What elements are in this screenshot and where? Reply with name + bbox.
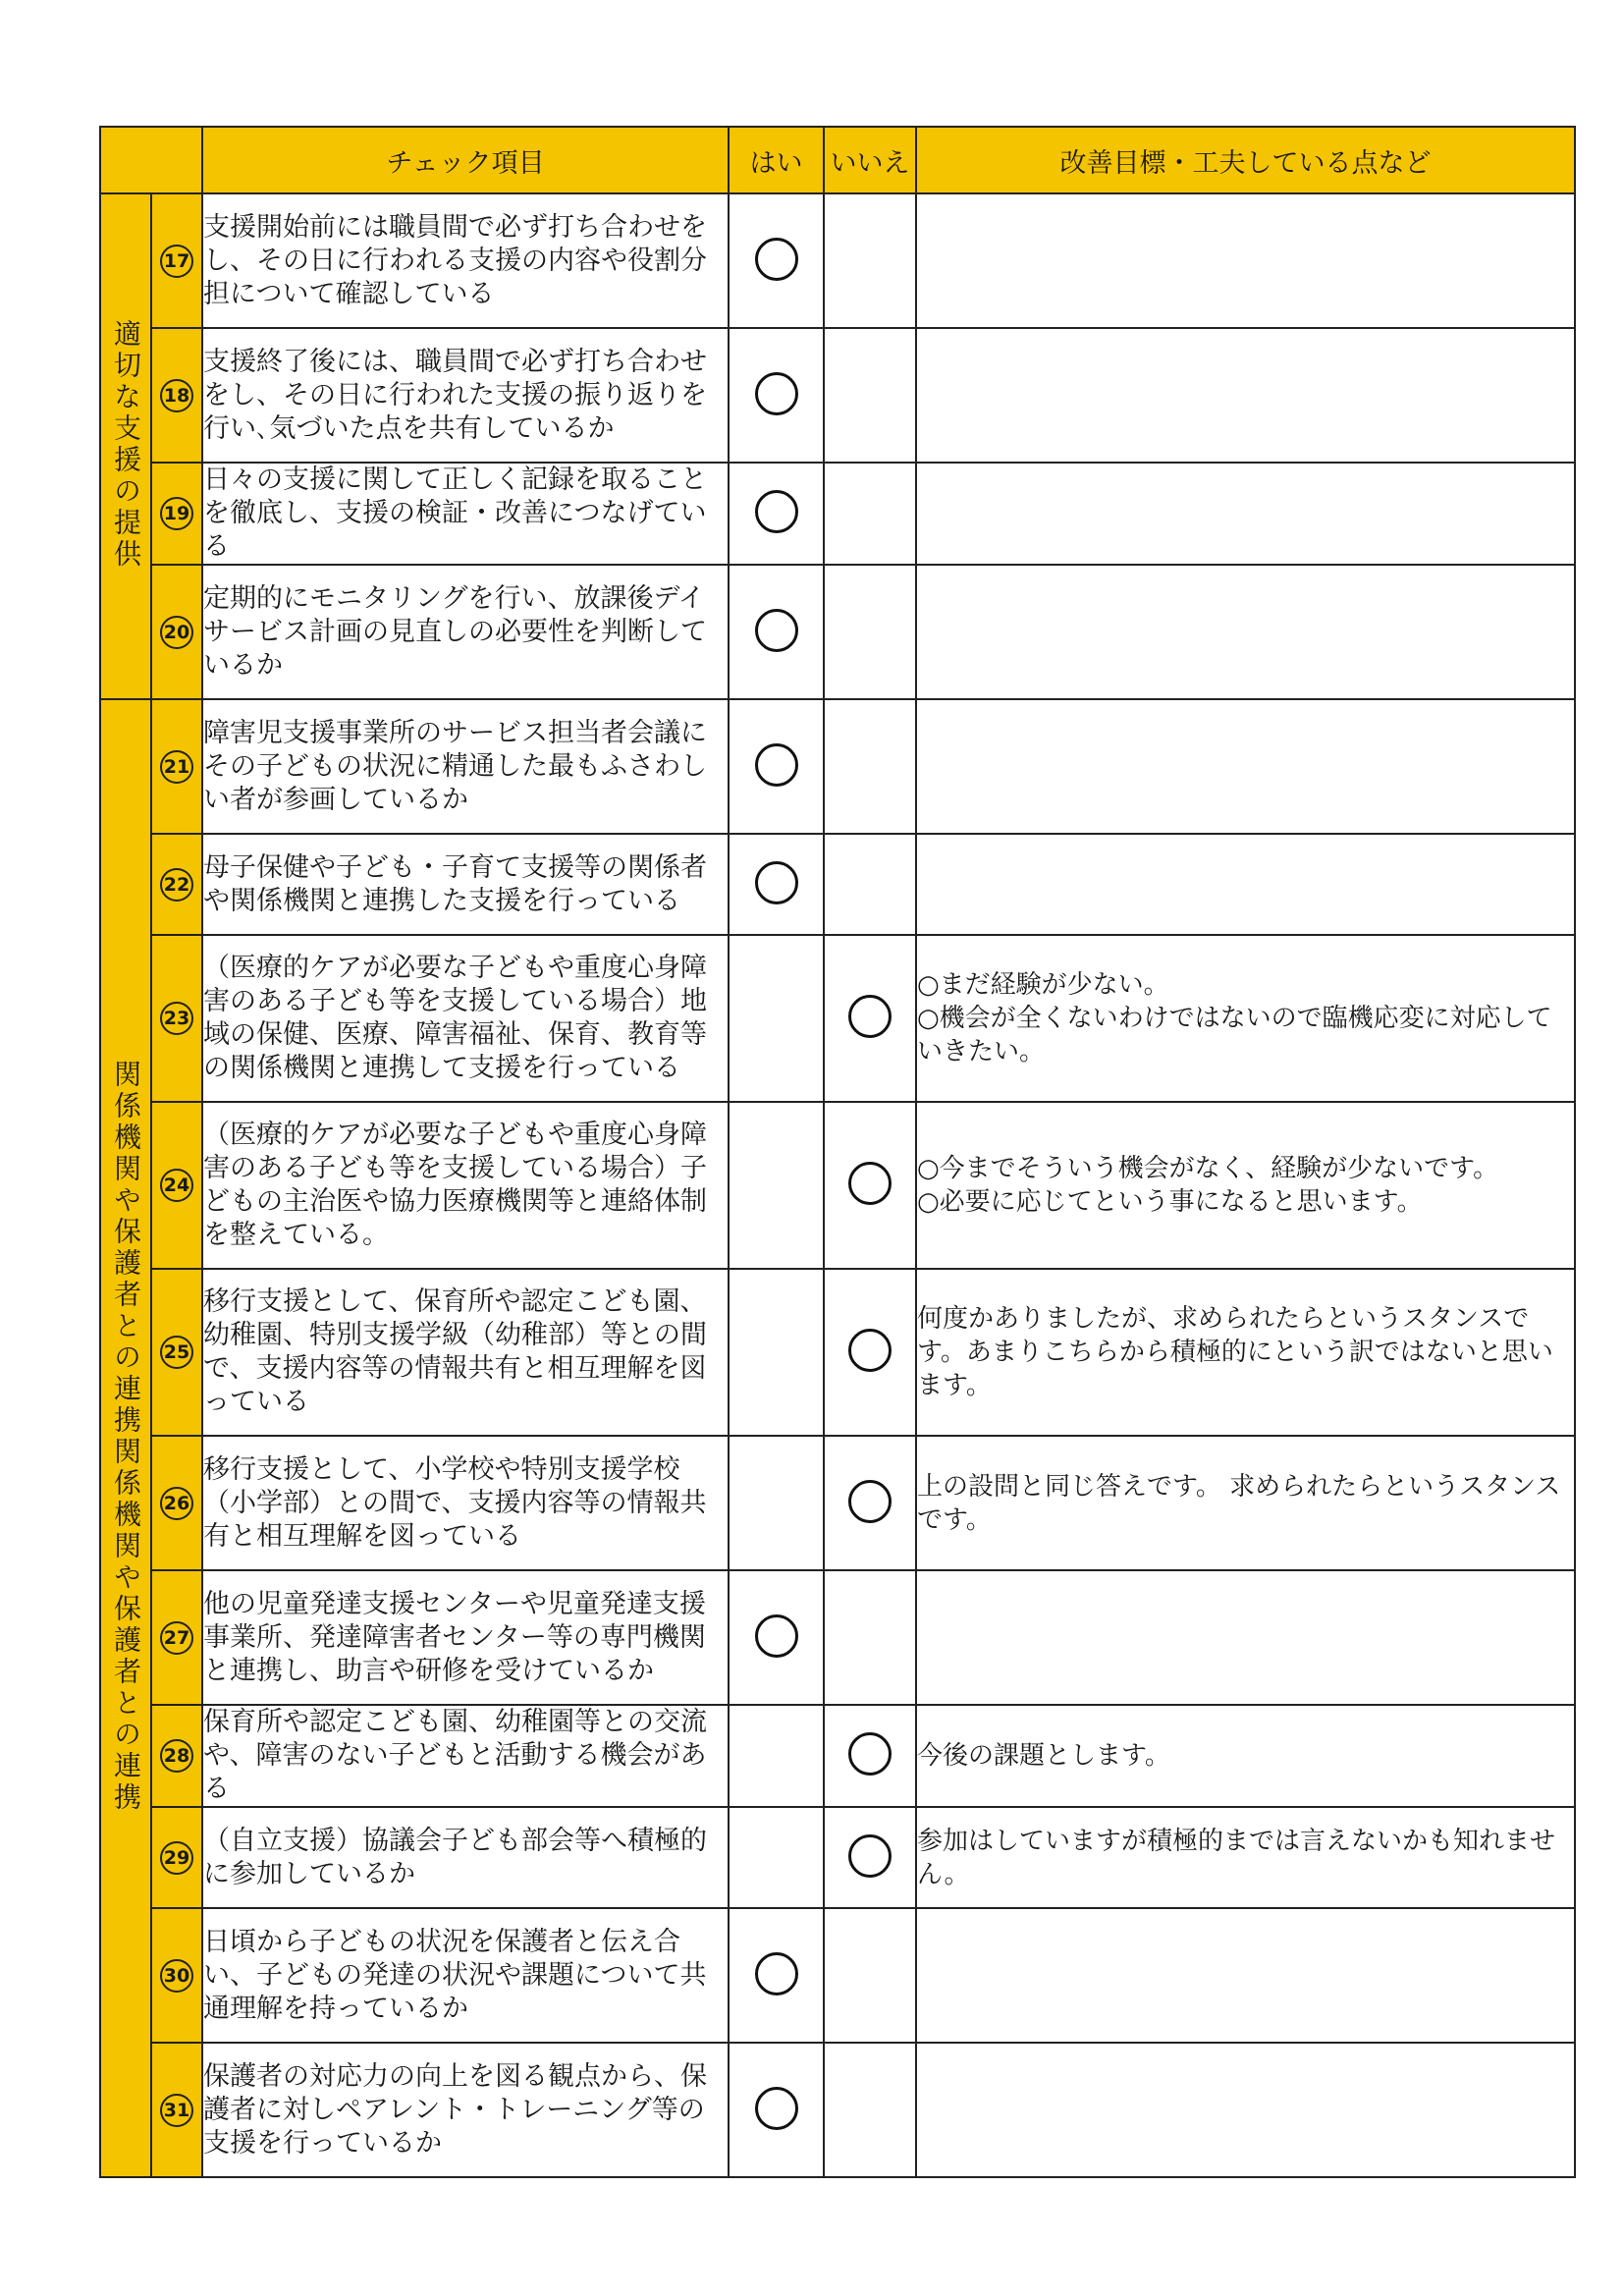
check-item-text: 障害児支援事業所のサービス担当者会議にその子どもの状況に精通した最もふさわしい者が参画しているか — [202, 699, 729, 834]
checklist-row — [100, 1908, 1575, 2043]
check-item-text: 保育所や認定こども園、幼稚園等との交流や、障害のない子どもと活動する機会がある — [202, 1705, 729, 1807]
check-item-text: （医療的ケアが必要な子どもや重度心身障害のある子ども等を支援している場合）子どもの主治医や協力医療機関等と連絡体制を整えている。 — [202, 1102, 729, 1269]
improvement-note — [916, 2043, 1575, 2177]
item-number — [151, 328, 202, 463]
check-item-text: 保護者の対応力の向上を図る観点から、保護者に対しペアレント・トレーニング等の支援を行っているか — [202, 2043, 729, 2177]
circle-mark-icon — [848, 995, 892, 1038]
section-label — [100, 699, 151, 2177]
check-item-text: 日々の支援に関して正しく記録を取ることを徹底し、支援の検証・改善につなげている — [202, 463, 729, 565]
header-blank — [100, 127, 202, 193]
answer-yes-cell — [729, 1705, 824, 1807]
item-number-text: 23 — [160, 1002, 193, 1035]
item-number-text: 30 — [160, 1959, 193, 1993]
answer-yes-cell — [729, 1570, 824, 1705]
item-number-text: 27 — [160, 1621, 193, 1655]
answer-no-cell — [824, 1102, 916, 1269]
checklist-row — [100, 1436, 1575, 1570]
answer-no-cell — [824, 1908, 916, 2043]
checklist-row — [100, 565, 1575, 699]
item-number — [151, 565, 202, 699]
answer-no-cell — [824, 1269, 916, 1436]
checklist-row — [100, 328, 1575, 463]
item-number — [151, 935, 202, 1102]
answer-no-cell — [824, 1436, 916, 1570]
answer-yes-cell — [729, 699, 824, 834]
section-label-text: 関係機関や保護者との連携関係機関や保護者との連携 — [110, 1059, 142, 1814]
checklist-row — [100, 1102, 1575, 1269]
item-number-text: 29 — [160, 1841, 193, 1875]
header-no: いいえ — [824, 127, 916, 193]
circle-mark-icon — [755, 372, 798, 415]
checklist-row — [100, 699, 1575, 834]
check-item-text: （自立支援）協議会子ども部会等へ積極的に参加しているか — [202, 1807, 729, 1908]
circle-mark-icon — [848, 1329, 892, 1372]
answer-no-cell — [824, 2043, 916, 2177]
header-item: チェック項目 — [202, 127, 729, 193]
answer-yes-cell — [729, 834, 824, 935]
answer-yes-cell — [729, 1908, 824, 2043]
improvement-note: 上の設問と同じ答えです。 求められたらというスタンスです。 — [916, 1436, 1575, 1570]
checklist-row — [100, 1269, 1575, 1436]
improvement-note: 何度かありましたが、求められたらというスタンスです。あまりこちらから積極的にという訳ではないと思います。 — [916, 1269, 1575, 1436]
item-number — [151, 1705, 202, 1807]
answer-yes-cell — [729, 1269, 824, 1436]
improvement-note — [916, 834, 1575, 935]
item-number-text: 19 — [160, 497, 193, 530]
improvement-note — [916, 328, 1575, 463]
check-item-text: 定期的にモニタリングを行い、放課後デイサービス計画の見直しの必要性を判断しているか — [202, 565, 729, 699]
circle-mark-icon — [848, 1480, 892, 1523]
item-number — [151, 834, 202, 935]
checklist-row — [100, 834, 1575, 935]
improvement-note — [916, 193, 1575, 328]
checklist-table — [99, 126, 1576, 2178]
section-label-text: 適切な支援の提供 — [110, 318, 142, 571]
improvement-note — [916, 1570, 1575, 1705]
answer-yes-cell — [729, 1436, 824, 1570]
item-number — [151, 1269, 202, 1436]
answer-yes-cell — [729, 328, 824, 463]
checklist-row — [100, 193, 1575, 328]
check-item-text: 移行支援として、保育所や認定こども園、幼稚園、特別支援学級（幼稚部）等との間で、支援内容等の情報共有と相互理解を図っている — [202, 1269, 729, 1436]
circle-mark-icon — [755, 1614, 798, 1658]
answer-no-cell — [824, 565, 916, 699]
answer-no-cell — [824, 935, 916, 1102]
item-number — [151, 699, 202, 834]
circle-mark-icon — [755, 609, 798, 652]
check-item-text: （医療的ケアが必要な子どもや重度心身障害のある子ども等を支援している場合）地域の保健、医療、障害福祉、保育、教育等の関係機関と連携して支援を行っている — [202, 935, 729, 1102]
checklist-row — [100, 1705, 1575, 1807]
answer-no-cell — [824, 463, 916, 565]
improvement-note — [916, 699, 1575, 834]
circle-mark-icon — [848, 1732, 892, 1776]
answer-no-cell — [824, 1570, 916, 1705]
answer-no-cell — [824, 699, 916, 834]
check-item-text: 支援開始前には職員間で必ず打ち合わせをし、その日に行われる支援の内容や役割分担について確認している — [202, 193, 729, 328]
answer-yes-cell — [729, 1807, 824, 1908]
item-number-text: 24 — [160, 1169, 193, 1202]
checklist-row — [100, 1570, 1575, 1705]
check-item-text: 他の児童発達支援センターや児童発達支援事業所、発達障害者センター等の専門機関と連携し、助言や研修を受けているか — [202, 1570, 729, 1705]
item-number-text: 22 — [160, 868, 193, 902]
item-number — [151, 1908, 202, 2043]
answer-no-cell — [824, 1807, 916, 1908]
item-number — [151, 1807, 202, 1908]
item-number-text: 25 — [160, 1336, 193, 1369]
section-label — [100, 193, 151, 699]
item-number-text: 28 — [160, 1739, 193, 1773]
answer-no-cell — [824, 834, 916, 935]
item-number — [151, 193, 202, 328]
item-number — [151, 2043, 202, 2177]
item-number-text: 31 — [160, 2094, 193, 2127]
improvement-note: ○まだ経験が少ない。 ○機会が全くないわけではないので臨機応変に対応していきたい。 — [916, 935, 1575, 1102]
improvement-note — [916, 565, 1575, 699]
answer-yes-cell — [729, 935, 824, 1102]
check-item-text: 母子保健や子ども・子育て支援等の関係者や関係機関と連携した支援を行っている — [202, 834, 729, 935]
item-number — [151, 463, 202, 565]
item-number-text: 17 — [160, 245, 193, 278]
answer-yes-cell — [729, 1102, 824, 1269]
item-number-text: 20 — [160, 616, 193, 649]
improvement-note: ○今までそういう機会がなく、経験が少ないです。 ○必要に応じてという事になると思います。 — [916, 1102, 1575, 1269]
item-number-text: 18 — [160, 379, 193, 412]
answer-yes-cell — [729, 463, 824, 565]
check-item-text: 移行支援として、小学校や特別支援学校（小学部）との間で、支援内容等の情報共有と相互理解を図っている — [202, 1436, 729, 1570]
answer-no-cell — [824, 1705, 916, 1807]
circle-mark-icon — [755, 743, 798, 787]
header-notes: 改善目標・工夫している点など — [916, 127, 1575, 193]
circle-mark-icon — [755, 238, 798, 281]
item-number — [151, 1436, 202, 1570]
header-row — [100, 127, 1575, 193]
item-number-text: 21 — [160, 750, 193, 784]
improvement-note: 参加はしていますが積極的までは言えないかも知れません。 — [916, 1807, 1575, 1908]
item-number-text: 26 — [160, 1487, 193, 1520]
item-number — [151, 1570, 202, 1705]
circle-mark-icon — [848, 1162, 892, 1205]
checklist-row — [100, 2043, 1575, 2177]
answer-no-cell — [824, 328, 916, 463]
circle-mark-icon — [848, 1834, 892, 1878]
check-item-text: 支援終了後には、職員間で必ず打ち合わせをし、その日に行われた支援の振り返りを行い､気づいた点を共有しているか — [202, 328, 729, 463]
item-number — [151, 1102, 202, 1269]
improvement-note: 今後の課題とします。 — [916, 1705, 1575, 1807]
answer-yes-cell — [729, 2043, 824, 2177]
header-yes: はい — [729, 127, 824, 193]
answer-yes-cell — [729, 193, 824, 328]
circle-mark-icon — [755, 490, 798, 533]
answer-no-cell — [824, 193, 916, 328]
checklist-row — [100, 935, 1575, 1102]
answer-yes-cell — [729, 565, 824, 699]
check-item-text: 日頃から子どもの状況を保護者と伝え合い、子どもの発達の状況や課題について共通理解を持っているか — [202, 1908, 729, 2043]
improvement-note — [916, 463, 1575, 565]
improvement-note — [916, 1908, 1575, 2043]
circle-mark-icon — [755, 2087, 798, 2130]
checklist-row — [100, 463, 1575, 565]
circle-mark-icon — [755, 1952, 798, 1995]
circle-mark-icon — [755, 861, 798, 904]
checklist-row — [100, 1807, 1575, 1908]
